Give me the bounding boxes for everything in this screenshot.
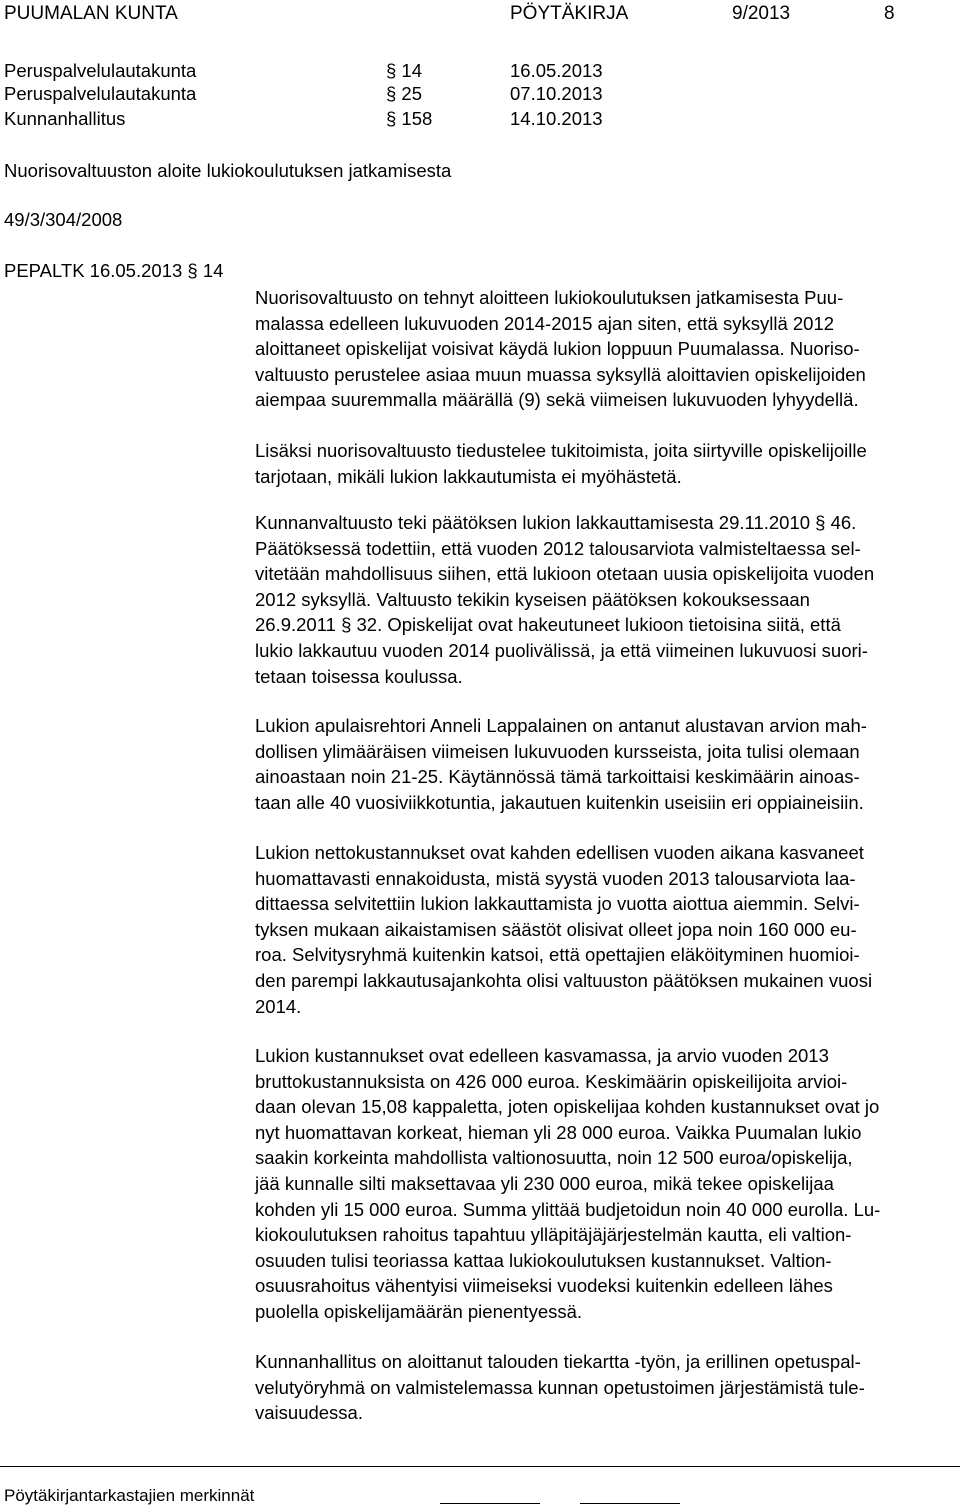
paragraph — [255, 510, 874, 689]
paragraph — [255, 285, 866, 413]
text-line: 26.9.2011 § 32. Opiskelijat ovat hakeutuneet lukioon tietoisina siitä, että — [255, 614, 841, 636]
text-line: dittaessa selvitettiin lukion lakkauttamista jo vuotta aiottua aiemmin. Selvi- — [255, 893, 860, 915]
meeting-section: § 14 — [386, 60, 423, 81]
text-line: huomattavasti ennakoidusta, mistä syystä vuoden 2013 talousarviota laa- — [255, 867, 856, 889]
text-line: taan alle 40 vuosiviikkotuntia, jakautuen kuitenkin useisiin eri oppiaineisiin. — [255, 791, 864, 813]
meeting-date: 07.10.2013 — [510, 83, 603, 104]
paragraph — [255, 1043, 880, 1325]
text-line: malassa edelleen lukuvuoden 2014-2015 ajan siten, että syksyllä 2012 — [255, 312, 835, 334]
meeting-date: 16.05.2013 — [510, 60, 603, 81]
text-line: bruttokustannuksista on 426 000 euroa. Keskimäärin opiskeilijoita arvioi- — [255, 1070, 848, 1092]
meeting-body: Kunnanhallitus — [4, 108, 126, 129]
text-line: Päätöksessä todettiin, että vuoden 2012 talousarviota valmisteltaessa sel- — [255, 537, 861, 559]
text-line: Kunnanvaltuusto teki päätöksen lukion lakkauttamisesta 29.11.2010 § 46. — [255, 512, 857, 533]
text-line: puolella opiskelijamäärän pienentyessä. — [255, 1300, 583, 1322]
text-line: vitetään mahdollisuus siihen, että lukioon otetaan uusia opiskelijoita vuoden — [255, 563, 875, 585]
text-line: Lukion kustannukset ovat edelleen kasvamassa, ja arvio vuoden 2013 — [255, 1045, 829, 1066]
text-line: valtuusto perustelee asiaa muun muassa syksyllä aloittavien opiskelijoiden — [255, 363, 866, 385]
paragraph — [255, 840, 872, 1019]
document-title: Nuorisovaltuuston aloite lukiokoulutuksen jatkamisesta — [4, 160, 452, 181]
text-line: tetaan toisessa koulussa. — [255, 665, 463, 687]
text-line: dollisen ylimääräisen viimeisen lukuvuoden kursseista, joita tulisi olemaan — [255, 740, 860, 762]
meeting-body: Peruspalvelulautakunta — [4, 83, 197, 104]
text-line: aloittaneet opiskelijat voisivat käydä lukion loppuun Puumalassa. Nuoriso- — [255, 338, 860, 360]
signature-label: Pöytäkirjantarkastajien merkinnät — [4, 1486, 255, 1505]
text-line: saakin korkeinta mahdollista valtionosuutta, noin 12 500 euroa/opiskelija, — [255, 1147, 853, 1169]
text-line: roa. Selvitysryhmä kuitenkin katsoi, että opettajien eläköityminen huomioi- — [255, 944, 860, 966]
meeting-section: § 25 — [386, 83, 423, 104]
text-line: den parempi lakkautusajankohta olisi valtuuston päätöksen mukainen vuosi — [255, 969, 873, 991]
text-line: nyt huomattavan korkeat, hieman yli 28 000 euroa. Vaikka Puumalan lukio — [255, 1121, 862, 1143]
pepaltk-reference: PEPALTK 16.05.2013 § 14 — [4, 260, 224, 281]
text-line: 2014. — [255, 995, 302, 1017]
document-type: PÖYTÄKIRJA — [510, 3, 629, 24]
paragraph — [255, 438, 867, 489]
text-line: Nuorisovaltuusto on tehnyt aloitteen lukiokoulutuksen jatkamisesta Puu- — [255, 287, 844, 308]
meeting-section: § 158 — [386, 108, 433, 129]
text-line: kiokoulutuksen rahoitus tapahtuu ylläpitäjäjärjestelmän kautta, eli valtion- — [255, 1224, 852, 1246]
meeting-date: 14.10.2013 — [510, 108, 603, 129]
document-number: 9/2013 — [732, 3, 791, 24]
text-line: tarjotaan, mikäli lukion lakkautumista ei myöhästetä. — [255, 465, 682, 487]
signature-line — [580, 1503, 680, 1504]
text-line: osuusrahoitus vähentyisi viimeiseksi vuodeksi kuitenkin edelleen lähes — [255, 1275, 833, 1297]
text-line: 2012 syksyllä. Valtuusto tekikin kyseisen päätöksen kokouksessaan — [255, 588, 810, 610]
meeting-body: Peruspalvelulautakunta — [4, 60, 197, 81]
text-line: vaisuudessa. — [255, 1402, 363, 1424]
text-line: aiempaa suuremmalla määrällä (9) sekä viimeisen lukuvuoden lyhyydellä. — [255, 389, 859, 411]
text-line: kohden yli 15 000 euroa. Summa ylittää budjetoidun noin 40 000 eurolla. Lu- — [255, 1198, 881, 1220]
page-number: 8 — [884, 3, 895, 24]
footer-divider — [0, 1466, 960, 1467]
municipality-name: PUUMALAN KUNTA — [4, 3, 178, 24]
text-line: osuuden tulisi teoriassa kattaa lukiokoulutuksen kustannukset. Valtion- — [255, 1249, 832, 1271]
text-line: Lisäksi nuorisovaltuusto tiedustelee tukitoimista, joita siirtyville opiskelijoille — [255, 440, 867, 461]
text-line: Lukion nettokustannukset ovat kahden edellisen vuoden aikana kasvaneet — [255, 842, 864, 863]
text-line: Lukion apulaisrehtori Anneli Lappalainen on antanut alustavan arvion mah- — [255, 715, 867, 736]
text-line: velutyöryhmä on valmistelemassa kunnan opetustoimen järjestämistä tule- — [255, 1376, 865, 1398]
paragraph — [255, 713, 867, 815]
text-line: lukio lakkautuu vuoden 2014 puolivälissä, ja että viimeinen lukuvuosi suori- — [255, 639, 868, 661]
text-line: daan olevan 15,08 kappaletta, joten opiskelijaa kohden kustannukset ovat jo — [255, 1096, 880, 1118]
diary-number: 49/3/304/2008 — [4, 209, 123, 230]
text-line: ainoastaan noin 21-25. Käytännössä tämä tarkoittaisi keskimäärin ainoas- — [255, 766, 860, 788]
text-line: tyksen mukaan aikaistamisen säästöt olisivat olleet jopa noin 160 000 eu- — [255, 918, 857, 940]
text-line: jää kunnalle silti maksettavaa yli 230 000 euroa, mikä tekee opiskelijaa — [255, 1172, 834, 1194]
paragraph — [255, 1349, 865, 1426]
text-line: Kunnanhallitus on aloittanut talouden tiekartta -työn, ja erillinen opetuspal- — [255, 1351, 861, 1372]
signature-line — [440, 1503, 540, 1504]
